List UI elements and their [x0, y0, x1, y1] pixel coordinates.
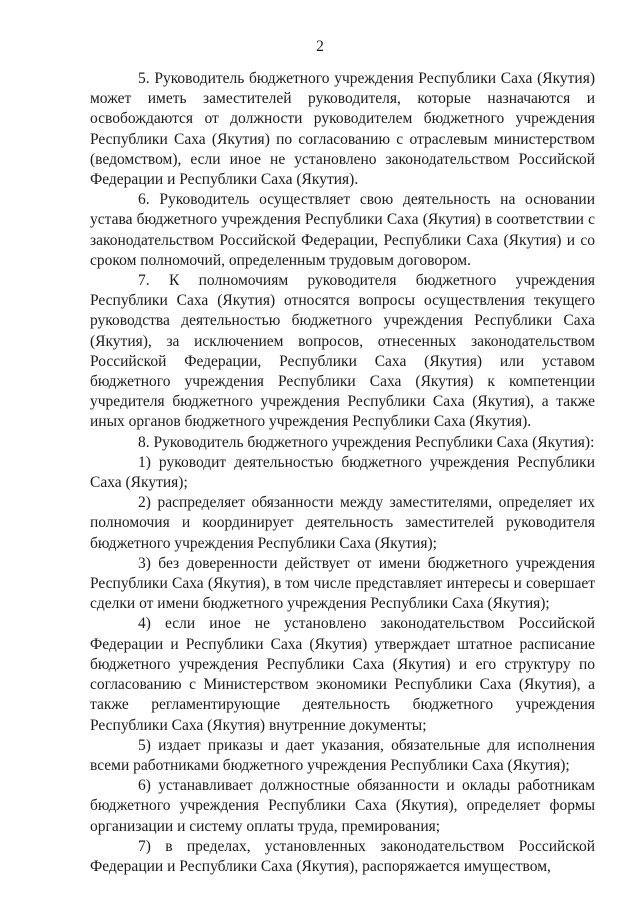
page-number: 2 [316, 38, 324, 55]
list-item-7: 7) в пределах, установленных законодательством Российской Федерации и Республики Саха (Якутия), распоряжается имуществом, [90, 837, 595, 875]
document-body [90, 69, 595, 877]
paragraph-6-charter: 6. Руководитель осуществляет свою деятельность на основании устава бюджетного учреждения Республики Саха (Якутия) в соответствии с законодательством Российской Федерации, Республики Саха (Якутия) и со сроком полномочий, определенным трудовым договором. [90, 191, 595, 269]
paragraph-5-deputies: 5. Руководитель бюджетного учреждения Республики Саха (Якутия) может иметь заместителей руководителя, которые назначаются и освобождаются от должности руководителем бюджетного учреждения Республики Саха (Якутия) по согласованию с отраслевым министерством (ведомством), если иное не установлено законодательством Российской Федерации и Республики Саха (Якутия). [90, 70, 595, 189]
list-item-1: 1) руководит деятельностью бюджетного учреждения Республики Саха (Якутия); [90, 453, 595, 492]
list-item-6: 6) устанавливает должностные обязанности и оклады работникам бюджетного учреждения Республики Саха (Якутия), определяет формы организации и систему оплаты труда, премирования; [90, 777, 595, 835]
list-item-2: 2) распределяет обязанности между заместителями, определяет их полномочия и координирует деятельность заместителей руководителя бюджетного учреждения Республики Саха (Якутия); [90, 494, 595, 552]
list-item-5: 5) издает приказы и дает указания, обязательные для исполнения всеми работниками бюджетного учреждения Республики Саха (Якутия); [90, 736, 595, 774]
list-item-4: 4) если иное не установлено законодательством Российской Федерации и Республики Саха (Якутия) утверждает штатное расписание бюджетного учреждения Республики Саха (Якутия) и его структуру по согласованию с Министерством экономики Республики Саха (Якутия), а также регламентирующие деятельность бюджетного учреждения Республики Саха (Якутия) внутренние документы; [90, 615, 595, 734]
list-item-3: 3) без доверенности действует от имени бюджетного учреждения Республики Саха (Якутия), в том числе представляет интересы и совершает сделки от имени бюджетного учреждения Республики Саха (Якутия); [90, 554, 595, 613]
paragraph-7-powers: 7. К полномочиям руководителя бюджетного учреждения Республики Саха (Якутия) относятся вопросы осуществления текущего руководства деятельностью бюджетного учреждения Республики Саха (Якутия), за исключением вопросов, отнесенных законодательством Российской Федерации, Республики Саха (Якутия) или уставом бюджетного учреждения Республики Саха (Якутия) к компетенции учредителя бюджетного учреждения Республики Саха (Якутия), а также иных органов бюджетного учреждения Республики Саха (Якутия). [90, 272, 595, 431]
paragraph-8-head-duties: 8. Руководитель бюджетного учреждения Республики Саха (Якутия): [138, 433, 595, 451]
